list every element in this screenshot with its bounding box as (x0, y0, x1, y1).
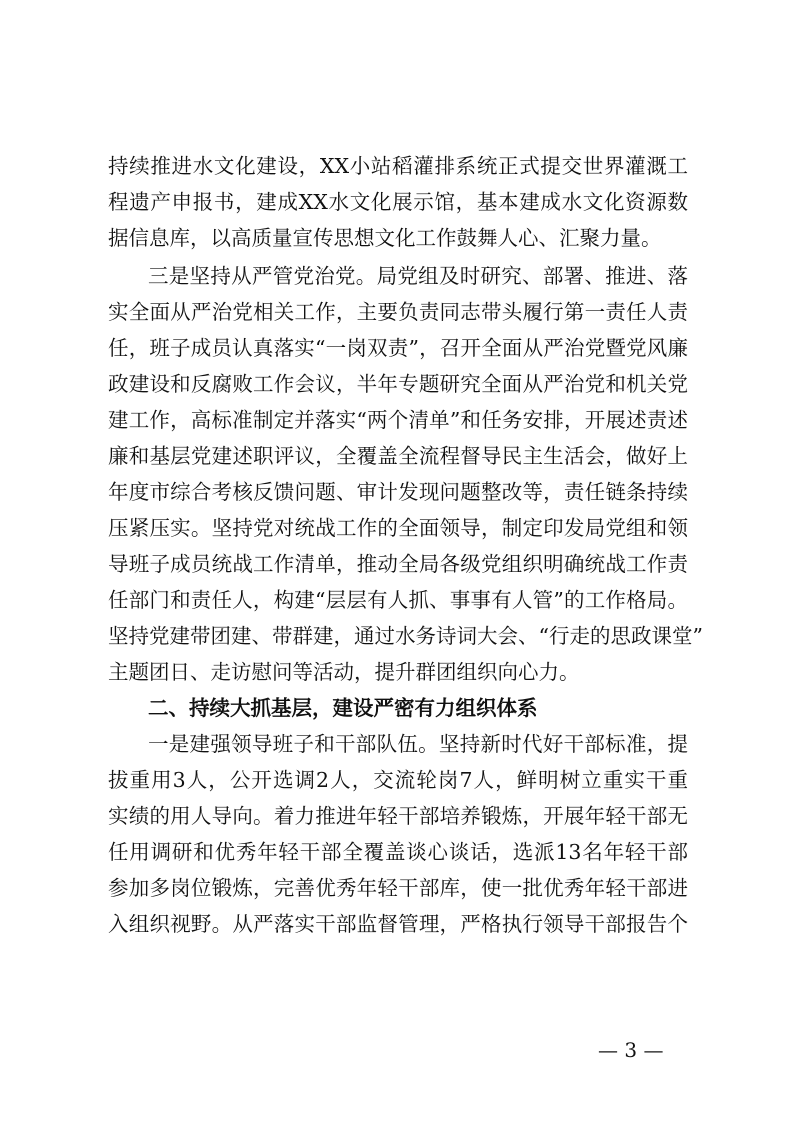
paragraph-first-line: 三是坚持从严管党治党。局党组及时研究、部署、推进、落 (148, 264, 688, 288)
body-text-line: 实全面从严治党相关工作，主要负责同志带头履行第一责任人责 (108, 300, 688, 324)
page-number: — 3 — (598, 1038, 664, 1062)
body-text-line: 程遗产申报书，建成XX水文化展示馆，基本建成水文化资源数 (108, 190, 688, 214)
body-text-line: 入组织视野。从严落实干部监督管理，严格执行领导干部报告个 (108, 912, 688, 936)
body-text-line: 压紧压实。坚持党对统战工作的全面领导，制定印发局党组和领 (108, 516, 688, 540)
body-text-line: 政建设和反腐败工作会议，半年专题研究全面从严治党和机关党 (108, 372, 688, 396)
body-text-line: 任部门和责任人，构建“层层有人抓、事事有人管”的工作格局。 (108, 588, 688, 612)
body-text-line: 参加多岗位锻炼，完善优秀年轻干部库，使一批优秀年轻干部进 (108, 876, 688, 900)
section-heading: 二、持续大抓基层，建设严密有力组织体系 (148, 696, 538, 720)
body-text-line: 任用调研和优秀年轻干部全覆盖谈心谈话，选派13名年轻干部 (108, 840, 688, 864)
body-text-line: 廉和基层党建述职评议，全覆盖全流程督导民主生活会，做好上 (108, 444, 688, 468)
body-text-line: 建工作，高标准制定并落实“两个清单”和任务安排，开展述责述 (108, 408, 688, 432)
body-text-line: 实绩的用人导向。着力推进年轻干部培养锻炼，开展年轻干部无 (108, 804, 688, 828)
body-text-line: 拔重用3人，公开选调2人，交流轮岗7人，鲜明树立重实干重 (108, 768, 688, 792)
body-text-line: 坚持党建带团建、带群建，通过水务诗词大会、“行走的思政课堂” (108, 624, 703, 648)
body-text-line: 据信息库，以高质量宣传思想文化工作鼓舞人心、汇聚力量。 (108, 226, 662, 250)
body-text-line: 任，班子成员认真落实“一岗双责”，召开全面从严治党暨党风廉 (108, 336, 688, 360)
paragraph-first-line: 一是建强领导班子和干部队伍。坚持新时代好干部标准，提 (148, 732, 688, 756)
body-text-line: 主题团日、走访慰问等活动，提升群团组织向心力。 (108, 660, 580, 684)
body-text-line: 年度市综合考核反馈问题、审计发现问题整改等，责任链条持续 (108, 480, 688, 504)
body-text-line: 导班子成员统战工作清单，推动全局各级党组织明确统战工作责 (108, 552, 688, 576)
body-text-line: 持续推进水文化建设，XX小站稻灌排系统正式提交世界灌溉工 (108, 154, 688, 178)
